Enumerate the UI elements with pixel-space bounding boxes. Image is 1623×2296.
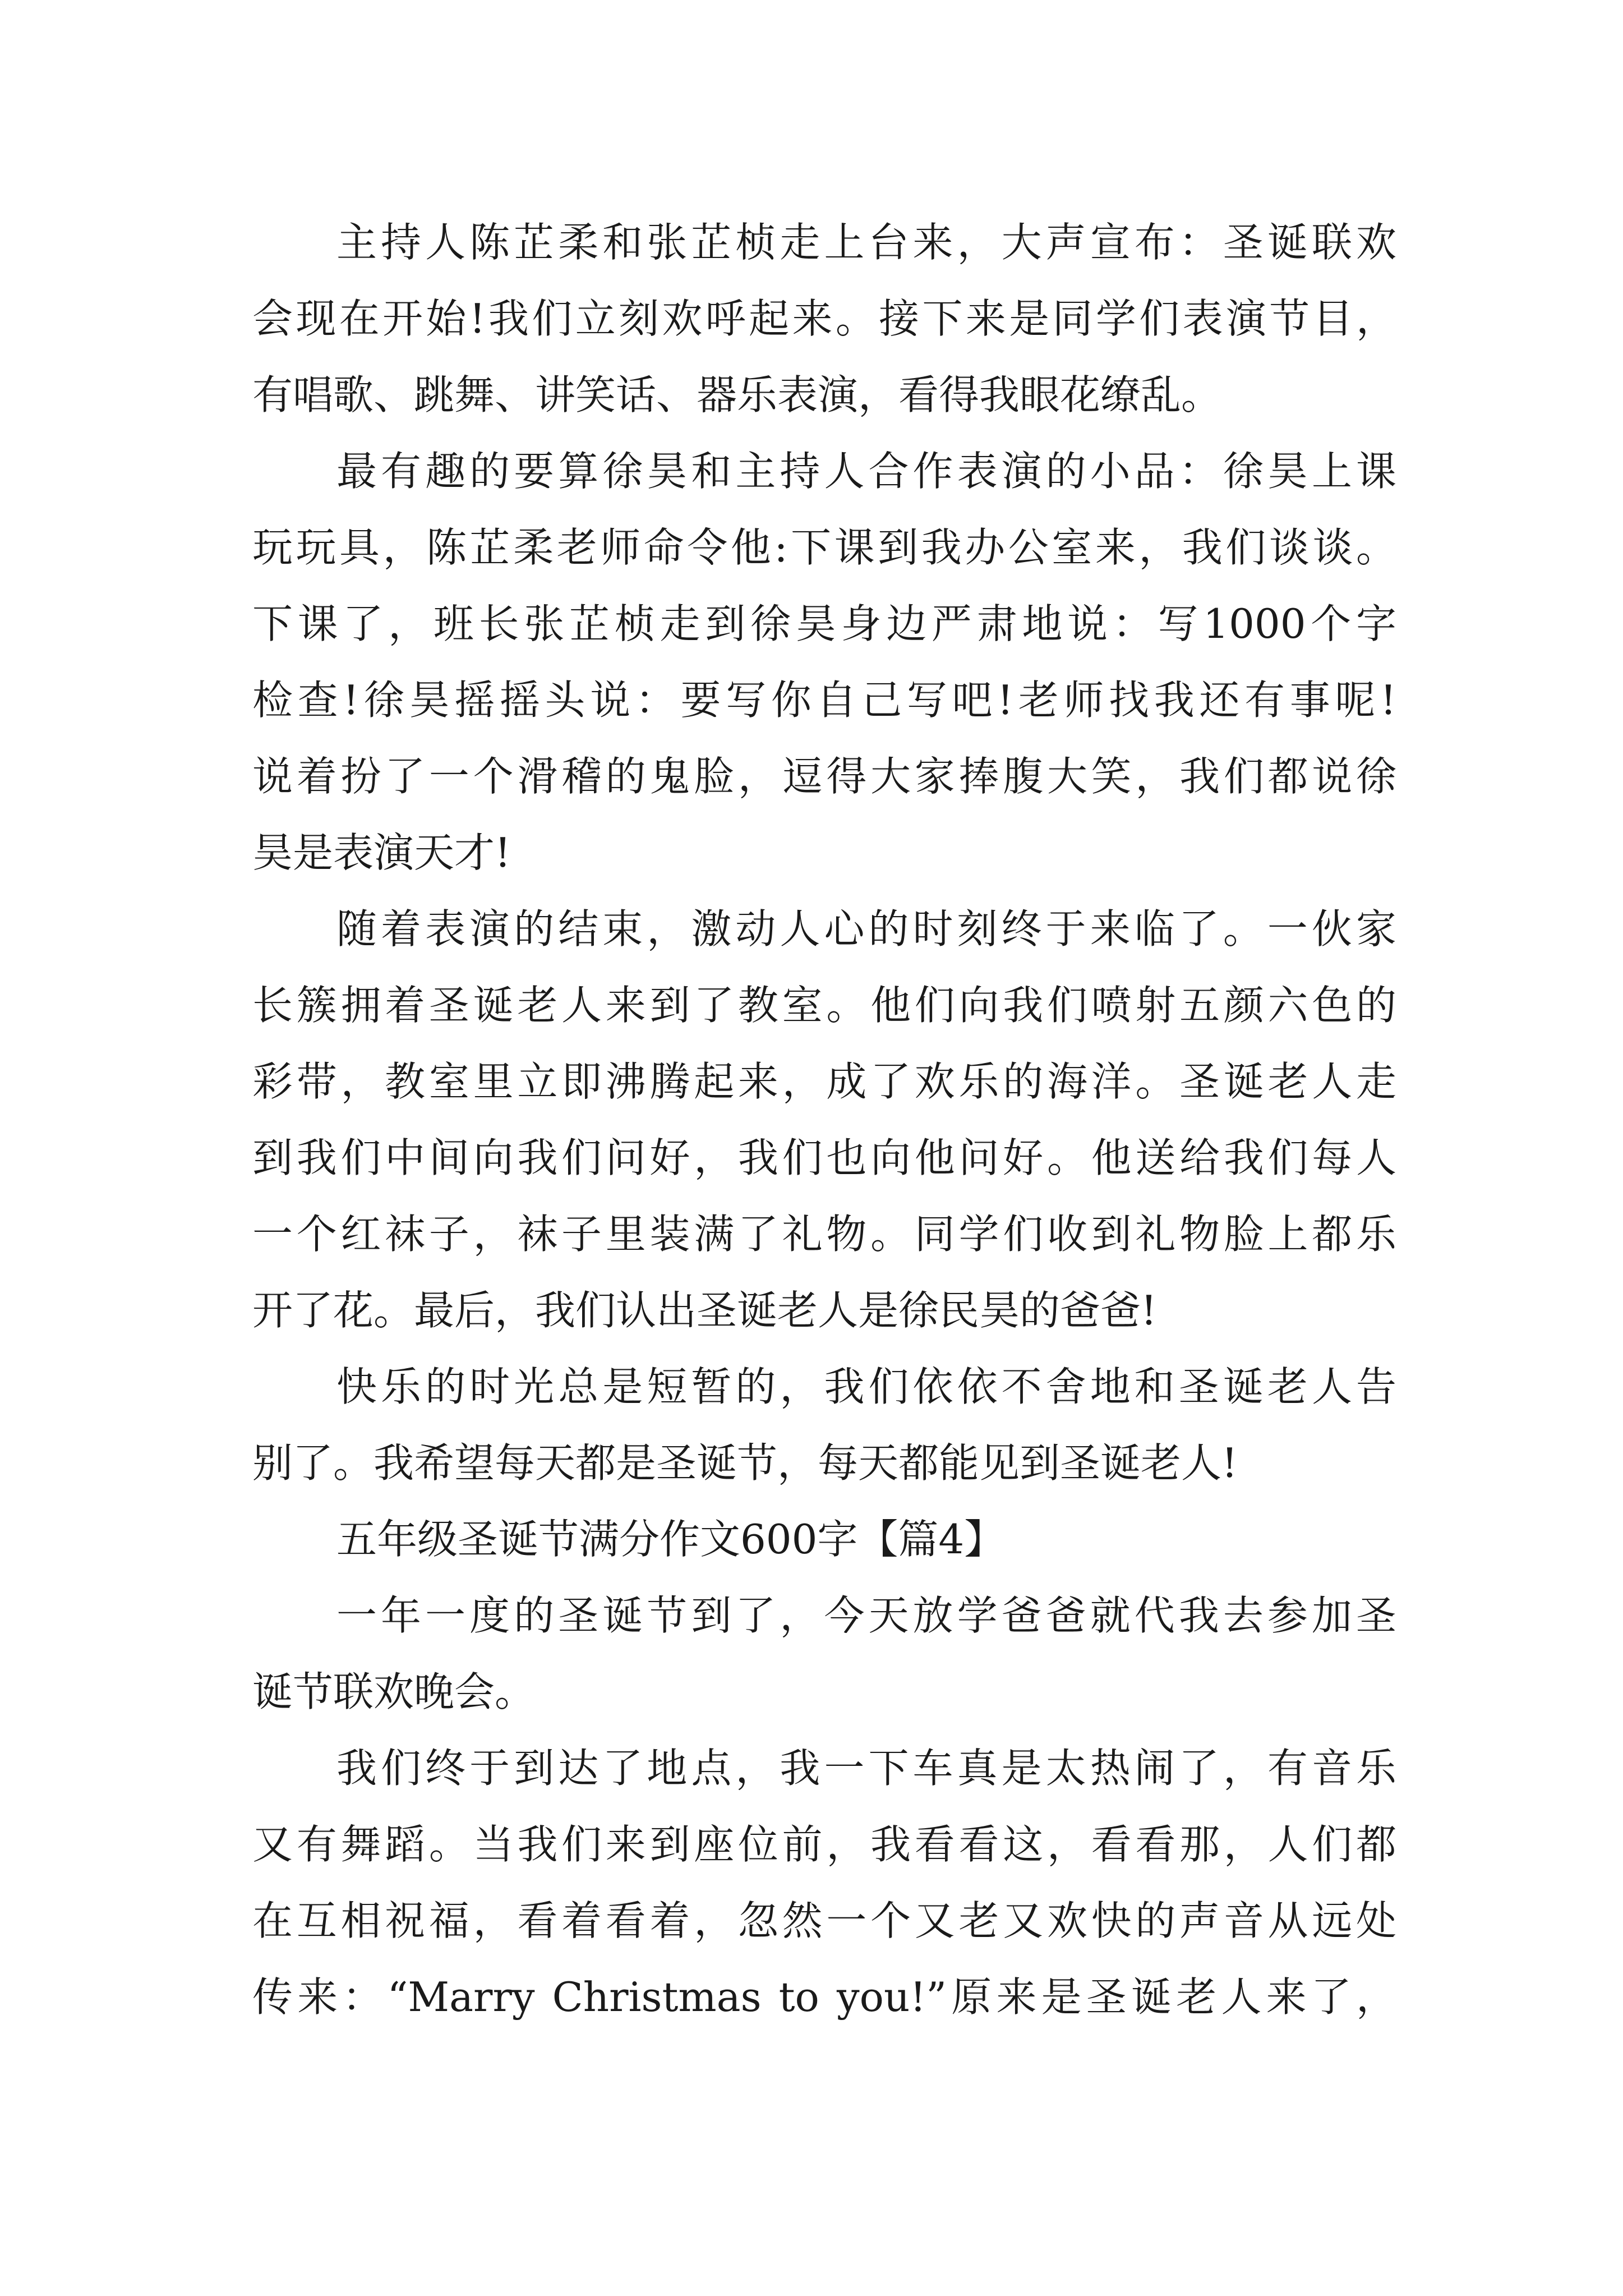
text-line: 最有趣的要算徐昊和主持人合作表演的小品：徐昊上课 [336, 448, 1396, 495]
text-line: 主持人陈芷柔和张芷桢走上台来，大声宣布：圣诞联欢 [336, 219, 1396, 266]
document-body [252, 204, 1396, 2035]
paragraph-host-announcement [252, 204, 1396, 433]
text-line: 长簇拥着圣诞老人来到了教室。他们向我们喷射五颜六色的 [252, 982, 1396, 1029]
text-line: 玩玩具，陈芷柔老师命令他:下课到我办公室来，我们谈谈。 [252, 524, 1396, 571]
text-line: 快乐的时光总是短暂的，我们依依不舍地和圣诞老人告 [336, 1363, 1396, 1410]
text-line: 检查!徐昊摇摇头说：要写你自己写吧!老师找我还有事呢! [252, 677, 1396, 724]
text-line: 在互相祝福，看着看着，忽然一个又老又欢快的声音从远处 [252, 1897, 1396, 1944]
text-line: 传来：“Marry Christmas to you!”原来是圣诞老人来了， [252, 1973, 1396, 2021]
text-line: 下课了，班长张芷桢走到徐昊身边严肃地说：写1000个字 [252, 600, 1396, 647]
paragraph-santa-arrives [252, 891, 1396, 1349]
text-line: 又有舞蹈。当我们来到座位前，我看看这，看看那，人们都 [252, 1821, 1396, 1868]
text-line: 开了花。最后，我们认出圣诞老人是徐民昊的爸爸! [252, 1287, 1157, 1334]
paragraph-intro [252, 1577, 1396, 1730]
text-line: 彩带，教室里立即沸腾起来，成了欢乐的海洋。圣诞老人走 [252, 1058, 1396, 1105]
text-line: 到我们中间向我们问好，我们也向他问好。他送给我们每人 [252, 1134, 1396, 1181]
text-line: 一年一度的圣诞节到了，今天放学爸爸就代我去参加圣 [336, 1592, 1396, 1639]
text-line: 别了。我希望每天都是圣诞节，每天都能见到圣诞老人! [252, 1439, 1238, 1487]
paragraph-arrival [252, 1730, 1396, 2035]
text-line: 随着表演的结束，激动人心的时刻终于来临了。一伙家 [336, 905, 1396, 953]
heading-line: 五年级圣诞节满分作文600字【篇4】 [336, 1516, 1005, 1563]
text-line: 有唱歌、跳舞、讲笑话、器乐表演，看得我眼花缭乱。 [252, 371, 1222, 418]
text-line: 会现在开始!我们立刻欢呼起来。接下来是同学们表演节目， [252, 295, 1396, 342]
section-heading [252, 1501, 1396, 1577]
paragraph-farewell [252, 1349, 1396, 1501]
text-line: 昊是表演天才! [252, 829, 511, 876]
text-line: 说着扮了一个滑稽的鬼脸，逗得大家捧腹大笑，我们都说徐 [252, 753, 1396, 800]
text-line: 一个红袜子，袜子里装满了礼物。同学们收到礼物脸上都乐 [252, 1211, 1396, 1258]
text-line: 我们终于到达了地点，我一下车真是太热闹了，有音乐 [336, 1745, 1396, 1792]
paragraph-sketch [252, 433, 1396, 891]
text-line: 诞节联欢晚会。 [252, 1668, 536, 1715]
